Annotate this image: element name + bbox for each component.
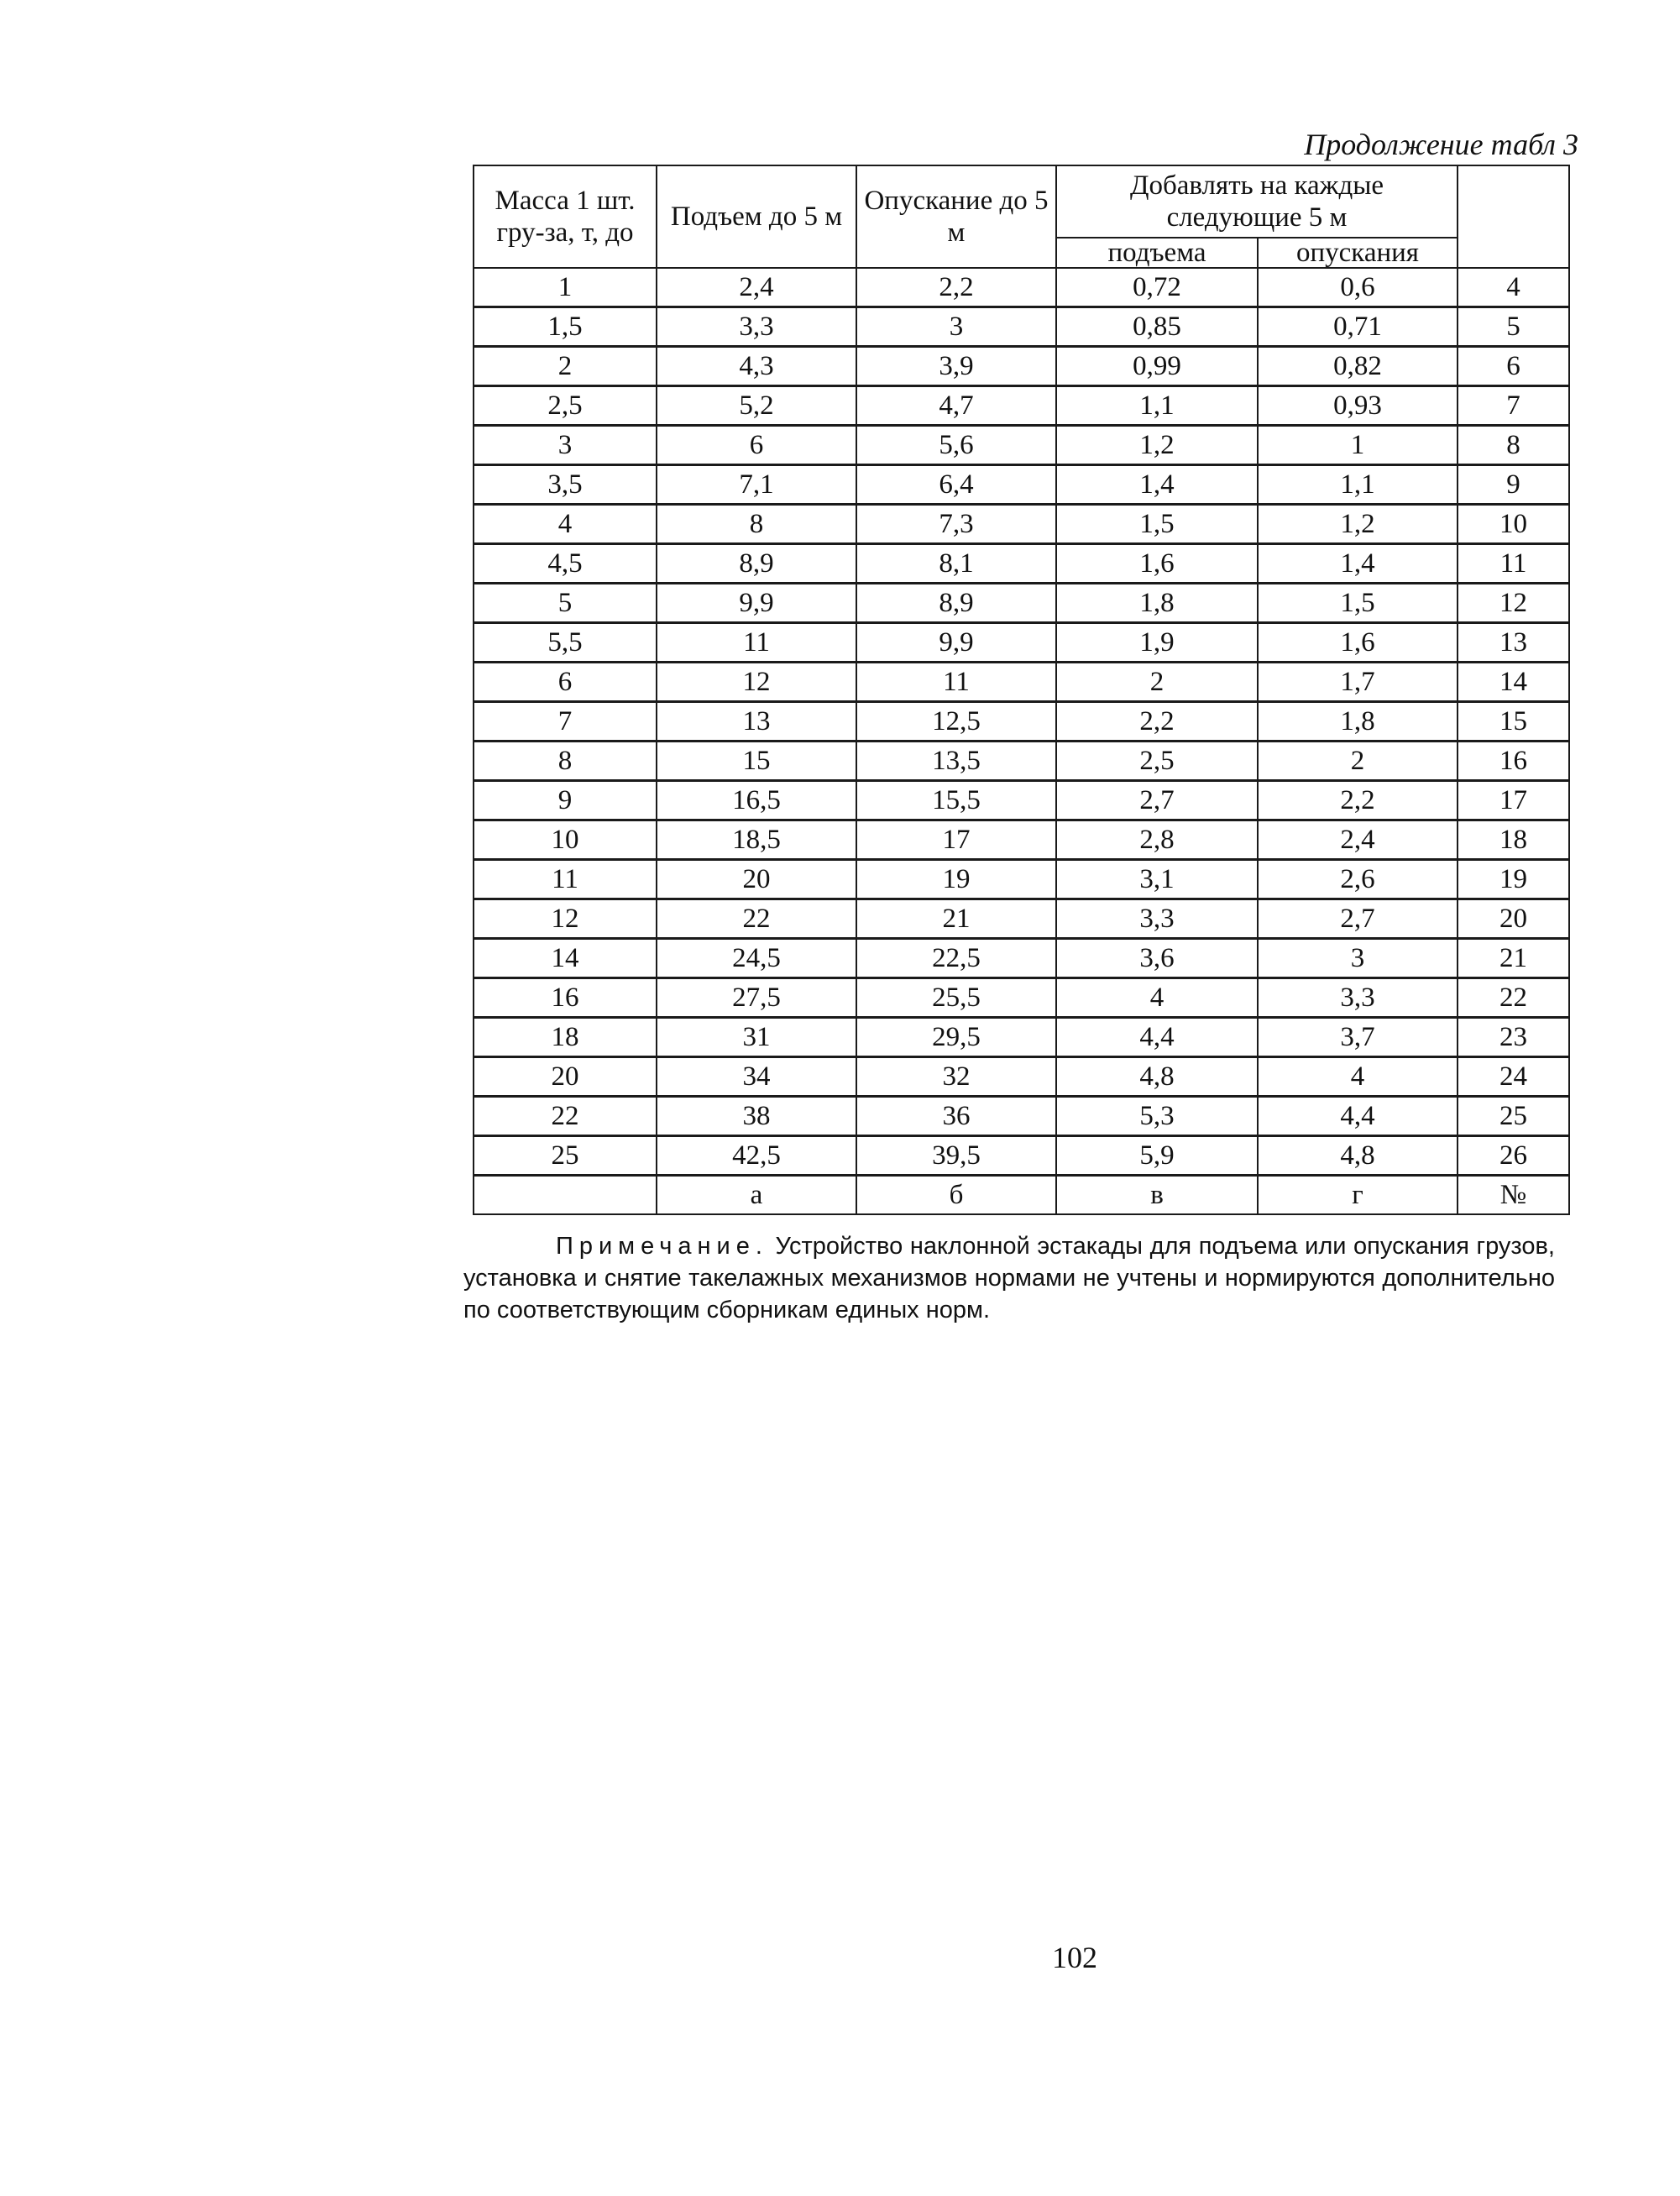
table-cell: 17 xyxy=(856,820,1056,860)
table-cell: 5,2 xyxy=(657,386,856,426)
table-row xyxy=(474,426,1569,465)
table-row xyxy=(474,939,1569,978)
header-lift: Подъем до 5 м xyxy=(657,165,856,268)
table-cell: 0,82 xyxy=(1258,347,1458,386)
table-cell: 15,5 xyxy=(856,781,1056,820)
table-cell: 19 xyxy=(1458,860,1569,899)
table-footer-row xyxy=(474,1176,1569,1215)
table-cell: 21 xyxy=(856,899,1056,939)
table-cell: 20 xyxy=(657,860,856,899)
footer-cell: а xyxy=(657,1176,856,1215)
table-cell: 11 xyxy=(1458,544,1569,584)
table-cell: 16,5 xyxy=(657,781,856,820)
table-cell: 3,1 xyxy=(1056,860,1258,899)
table-cell: 14 xyxy=(474,939,657,978)
header-row-number xyxy=(1458,165,1569,268)
table-cell: 2,2 xyxy=(1258,781,1458,820)
table-cell: 0,99 xyxy=(1056,347,1258,386)
table-row xyxy=(474,899,1569,939)
table-cell: 4,4 xyxy=(1258,1097,1458,1136)
table-cell: 1,8 xyxy=(1258,702,1458,742)
table-row xyxy=(474,702,1569,742)
table-row xyxy=(474,347,1569,386)
table-cell: 0,6 xyxy=(1258,268,1458,307)
note-label: Примечание. xyxy=(556,1233,768,1260)
table-cell: 9,9 xyxy=(657,584,856,623)
table-row xyxy=(474,465,1569,505)
table-cell: 5 xyxy=(474,584,657,623)
footer-cell: в xyxy=(1056,1176,1258,1215)
norms-table xyxy=(473,165,1570,1215)
table-cell: 23 xyxy=(1458,1018,1569,1057)
table-cell: 4,4 xyxy=(1056,1018,1258,1057)
table-cell: 1,1 xyxy=(1056,386,1258,426)
table-cell: 25 xyxy=(474,1136,657,1176)
table-cell: 1,7 xyxy=(1258,663,1458,702)
table-cell: 1,6 xyxy=(1056,544,1258,584)
table-cell: 1,5 xyxy=(1258,584,1458,623)
table-cell: 1,4 xyxy=(1056,465,1258,505)
table-cell: 22 xyxy=(657,899,856,939)
table-cell: 19 xyxy=(856,860,1056,899)
table-cell: 15 xyxy=(657,742,856,781)
table-cell: 6 xyxy=(474,663,657,702)
table-cell: 7,3 xyxy=(856,505,1056,544)
table-cell: 18,5 xyxy=(657,820,856,860)
table-row xyxy=(474,386,1569,426)
table-cell: 5,9 xyxy=(1056,1136,1258,1176)
page-number: 102 xyxy=(1052,1941,1097,1974)
table-cell: 13 xyxy=(657,702,856,742)
footer-cell xyxy=(474,1176,657,1215)
table-cell: 3,6 xyxy=(1056,939,1258,978)
table-cell: 10 xyxy=(474,820,657,860)
table-cell: 20 xyxy=(1458,899,1569,939)
table-cell: 3,3 xyxy=(1056,899,1258,939)
table-row xyxy=(474,978,1569,1018)
table-cell: 25 xyxy=(1458,1097,1569,1136)
table-cell: 11 xyxy=(474,860,657,899)
table-cell: 1,1 xyxy=(1258,465,1458,505)
table-cell: 24,5 xyxy=(657,939,856,978)
table-cell: 42,5 xyxy=(657,1136,856,1176)
table-cell: 9,9 xyxy=(856,623,1056,663)
header-add-each: Добавлять на каждые следующие 5 м xyxy=(1056,165,1458,238)
table-row xyxy=(474,307,1569,347)
table-cell: 8,9 xyxy=(856,584,1056,623)
table-cell: 1,5 xyxy=(1056,505,1258,544)
table-cell: 8 xyxy=(474,742,657,781)
table-cell: 17 xyxy=(1458,781,1569,820)
table-cell: 31 xyxy=(657,1018,856,1057)
table-cell: 2,5 xyxy=(1056,742,1258,781)
table-cell: 3,7 xyxy=(1258,1018,1458,1057)
note-text: Устройство наклонной эстакады для подъема или опускания грузов, установка и снятие такелажных механизмов нормами не учтены и нормируются дополнительно по соответствующим сборникам единых норм. xyxy=(463,1233,1555,1323)
table-cell: 5 xyxy=(1458,307,1569,347)
table-cell: 2,8 xyxy=(1056,820,1258,860)
table-cell: 4,5 xyxy=(474,544,657,584)
table-cell: 2 xyxy=(1056,663,1258,702)
table-cell: 1,9 xyxy=(1056,623,1258,663)
table-cell: 3 xyxy=(856,307,1056,347)
table-note xyxy=(463,1230,1555,1326)
table-row xyxy=(474,781,1569,820)
table-cell: 12 xyxy=(1458,584,1569,623)
table-cell: 8,9 xyxy=(657,544,856,584)
table-cell: 4,3 xyxy=(657,347,856,386)
table-cell: 3,3 xyxy=(657,307,856,347)
table-cell: 2 xyxy=(1258,742,1458,781)
table-row xyxy=(474,584,1569,623)
table-cell: 32 xyxy=(856,1057,1056,1097)
table-cell: 1,8 xyxy=(1056,584,1258,623)
table-cell: 18 xyxy=(474,1018,657,1057)
table-cell: 12 xyxy=(657,663,856,702)
table-cell: 2,4 xyxy=(657,268,856,307)
table-cell: 3,3 xyxy=(1258,978,1458,1018)
table-cell: 38 xyxy=(657,1097,856,1136)
table-row xyxy=(474,860,1569,899)
table-cell: 7 xyxy=(1458,386,1569,426)
table-cell: 0,93 xyxy=(1258,386,1458,426)
table-cell: 2,7 xyxy=(1056,781,1258,820)
table-cell: 2,2 xyxy=(856,268,1056,307)
table-cell: 13,5 xyxy=(856,742,1056,781)
table-cell: 16 xyxy=(474,978,657,1018)
table-cell: 15 xyxy=(1458,702,1569,742)
table-cell: 11 xyxy=(856,663,1056,702)
table-cell: 8 xyxy=(1458,426,1569,465)
table-row xyxy=(474,544,1569,584)
table-cell: 2,7 xyxy=(1258,899,1458,939)
table-cell: 13 xyxy=(1458,623,1569,663)
table-cell: 26 xyxy=(1458,1136,1569,1176)
table-cell: 34 xyxy=(657,1057,856,1097)
table-header xyxy=(474,165,1569,268)
table-row xyxy=(474,663,1569,702)
table-cell: 20 xyxy=(474,1057,657,1097)
table-row xyxy=(474,623,1569,663)
table-cell: 24 xyxy=(1458,1057,1569,1097)
table-cell: 3,5 xyxy=(474,465,657,505)
table-cell: 21 xyxy=(1458,939,1569,978)
table-cell: 7 xyxy=(474,702,657,742)
table-cell: 4 xyxy=(1458,268,1569,307)
table-cell: 1,6 xyxy=(1258,623,1458,663)
header-mass: Масса 1 шт. гру-за, т, до xyxy=(474,165,657,268)
table-cell: 39,5 xyxy=(856,1136,1056,1176)
table-cell: 2,6 xyxy=(1258,860,1458,899)
header-lower: Опускание до 5 м xyxy=(856,165,1056,268)
table-cell: 7,1 xyxy=(657,465,856,505)
table-cell: 22 xyxy=(1458,978,1569,1018)
table-cell: 22 xyxy=(474,1097,657,1136)
table-cell: 0,85 xyxy=(1056,307,1258,347)
table-cell: 0,72 xyxy=(1056,268,1258,307)
table-cell: 2,2 xyxy=(1056,702,1258,742)
table-cell: 18 xyxy=(1458,820,1569,860)
table-cell: 4 xyxy=(1258,1057,1458,1097)
table-row xyxy=(474,1057,1569,1097)
table-cell: 1 xyxy=(474,268,657,307)
table-row xyxy=(474,1097,1569,1136)
table-cell: 8 xyxy=(657,505,856,544)
table-cell: 1,4 xyxy=(1258,544,1458,584)
table-cell: 27,5 xyxy=(657,978,856,1018)
table-cell: 12,5 xyxy=(856,702,1056,742)
table-cell: 4,8 xyxy=(1056,1057,1258,1097)
table-cell: 1,5 xyxy=(474,307,657,347)
table-cell: 3,9 xyxy=(856,347,1056,386)
table-cell: 5,6 xyxy=(856,426,1056,465)
table-cell: 11 xyxy=(657,623,856,663)
table-cell: 1,2 xyxy=(1258,505,1458,544)
table-cell: 4 xyxy=(1056,978,1258,1018)
table-cell: 10 xyxy=(1458,505,1569,544)
table-cell: 2 xyxy=(474,347,657,386)
table-cell: 4 xyxy=(474,505,657,544)
footer-cell: б xyxy=(856,1176,1056,1215)
table-continuation-caption: Продолжение табл 3 xyxy=(1304,128,1578,161)
header-add-lower: опускания xyxy=(1258,238,1458,268)
table-cell: 4,7 xyxy=(856,386,1056,426)
table-cell: 29,5 xyxy=(856,1018,1056,1057)
table-row xyxy=(474,1136,1569,1176)
table-row xyxy=(474,268,1569,307)
table-cell: 2,4 xyxy=(1258,820,1458,860)
table-cell: 2,5 xyxy=(474,386,657,426)
table-cell: 3 xyxy=(474,426,657,465)
table-cell: 4,8 xyxy=(1258,1136,1458,1176)
table-cell: 9 xyxy=(474,781,657,820)
table-row xyxy=(474,505,1569,544)
table-row xyxy=(474,1018,1569,1057)
table-row xyxy=(474,820,1569,860)
table-row xyxy=(474,742,1569,781)
table-cell: 6,4 xyxy=(856,465,1056,505)
table-cell: 25,5 xyxy=(856,978,1056,1018)
table-cell: 5,5 xyxy=(474,623,657,663)
table-cell: 0,71 xyxy=(1258,307,1458,347)
table-cell: 1,2 xyxy=(1056,426,1258,465)
table-cell: 14 xyxy=(1458,663,1569,702)
table-cell: 8,1 xyxy=(856,544,1056,584)
table-cell: 22,5 xyxy=(856,939,1056,978)
header-add-lift: подъема xyxy=(1056,238,1258,268)
table-cell: 12 xyxy=(474,899,657,939)
table-cell: 6 xyxy=(657,426,856,465)
table-cell: 3 xyxy=(1258,939,1458,978)
footer-cell: г xyxy=(1258,1176,1458,1215)
table-body xyxy=(474,268,1569,1176)
table-cell: 6 xyxy=(1458,347,1569,386)
table-cell: 5,3 xyxy=(1056,1097,1258,1136)
table-cell: 1 xyxy=(1258,426,1458,465)
footer-cell: № xyxy=(1458,1176,1569,1215)
table-cell: 9 xyxy=(1458,465,1569,505)
table-cell: 16 xyxy=(1458,742,1569,781)
table-cell: 36 xyxy=(856,1097,1056,1136)
